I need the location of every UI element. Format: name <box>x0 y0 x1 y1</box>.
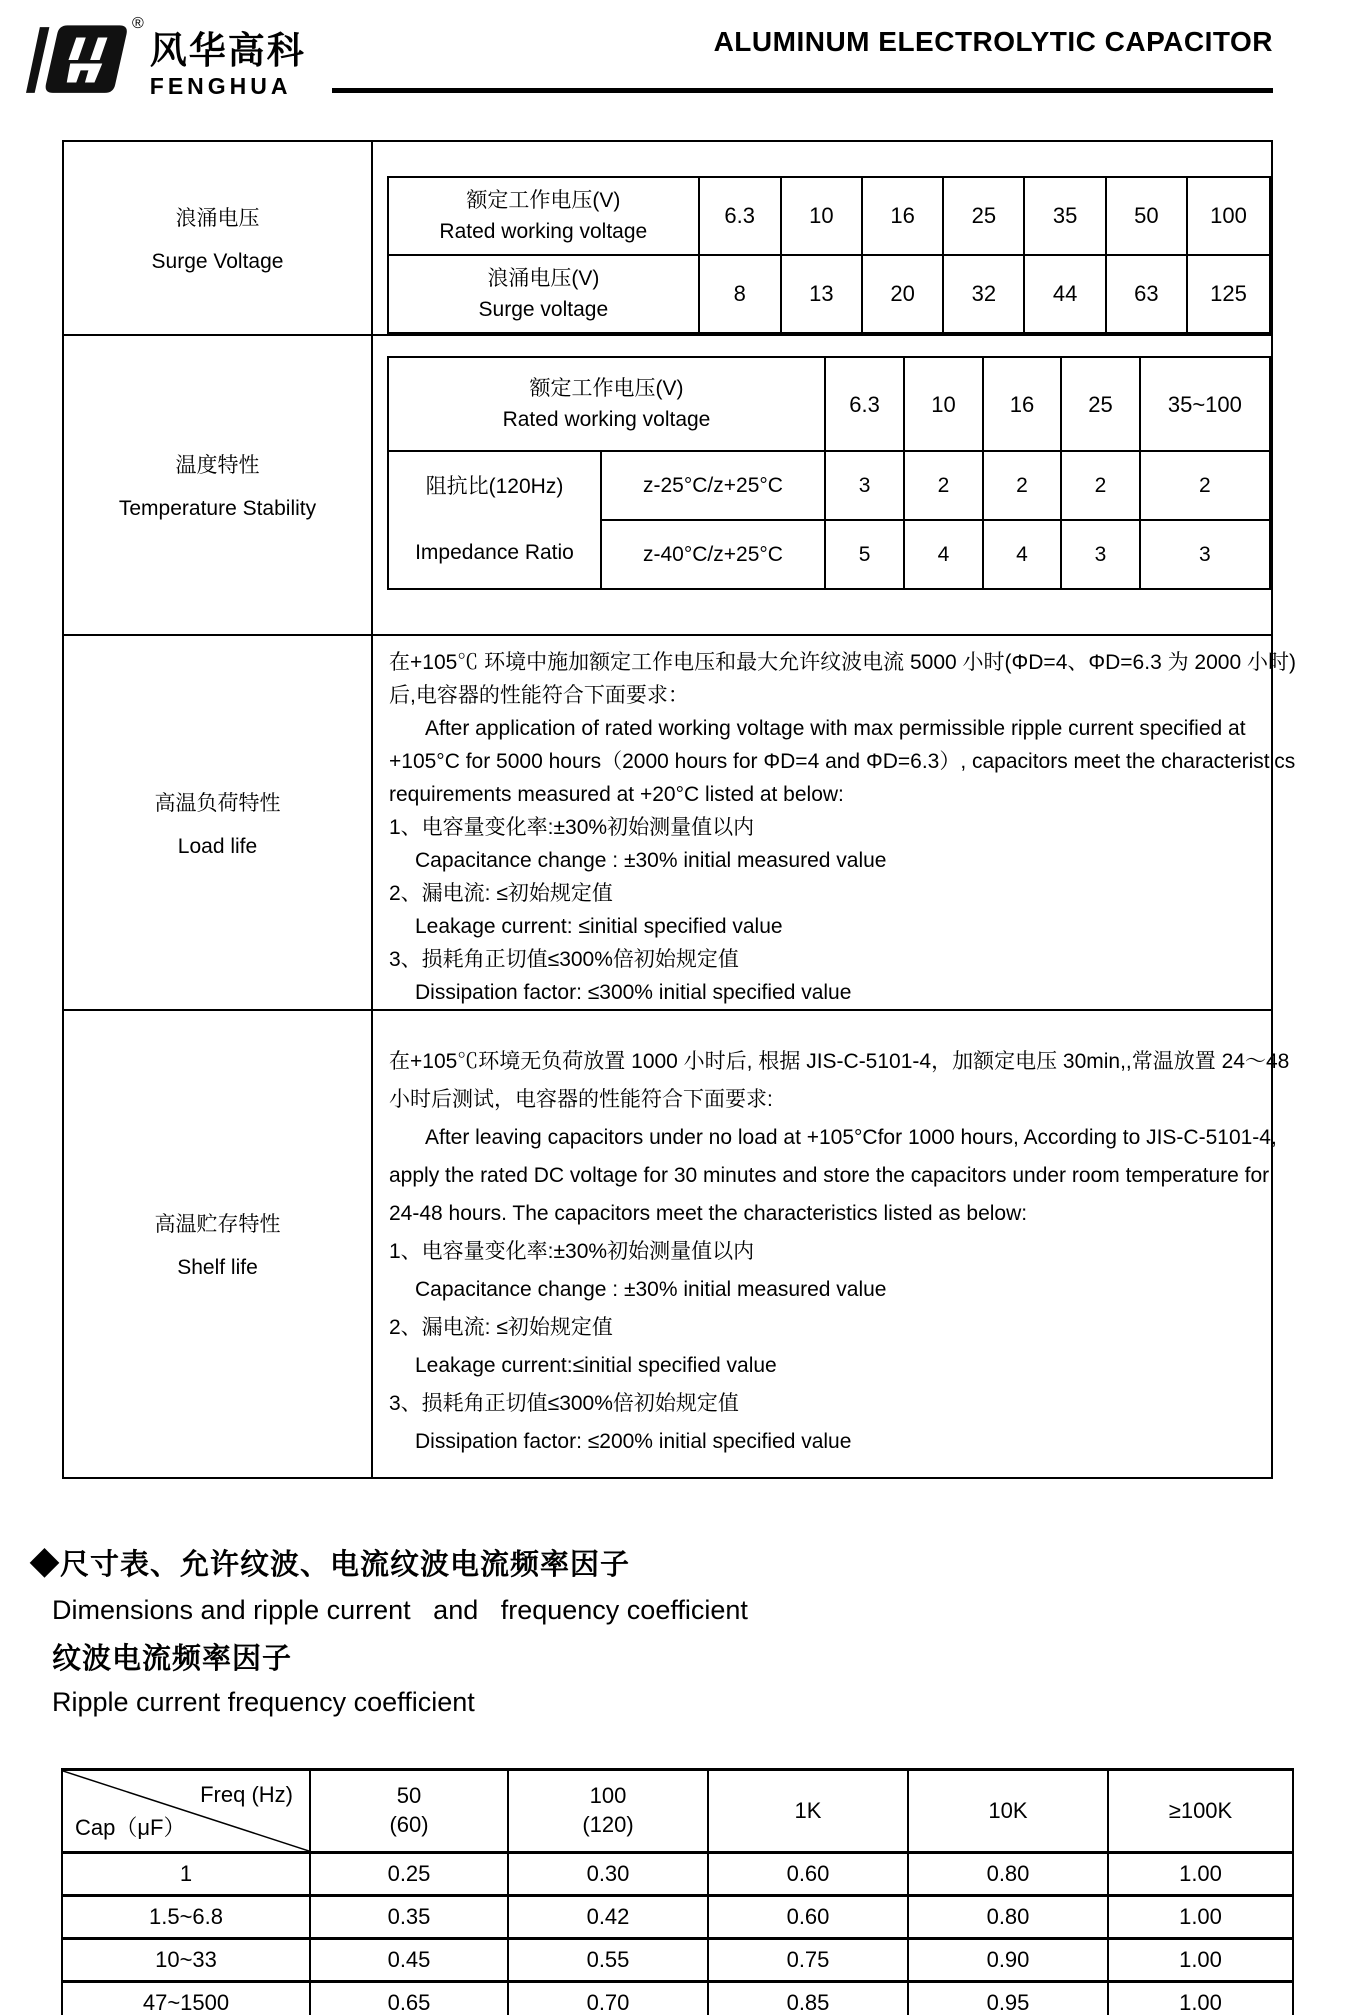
coefficient-cell: 0.25 <box>310 1853 508 1896</box>
impedance-ratio-table <box>387 356 1271 590</box>
freq-header-line: ≥100K <box>1168 1797 1233 1823</box>
freq-header-cell <box>508 1770 708 1853</box>
freq-header-cell <box>310 1770 508 1853</box>
voltage-value-cell: 50 <box>1106 177 1187 255</box>
surge-value-cell: 8 <box>699 255 781 333</box>
cap-range-cell: 1.5~6.8 <box>62 1896 310 1939</box>
coefficient-cell: 0.60 <box>708 1853 908 1896</box>
spec-row-temperature <box>63 335 1272 635</box>
row-label-cjk: 温度特性 <box>175 454 260 477</box>
row-label-cjk: 高温负荷特性 <box>154 791 281 815</box>
load-life-line: Dissipation factor: ≤300% initial specified value <box>415 981 852 1004</box>
coefficient-cell: 0.35 <box>310 1896 508 1939</box>
shelf-life-line: 小时后测试，电容器的性能符合下面要求: <box>389 1088 773 1111</box>
voltage-value-cell: 35~100 <box>1140 357 1270 451</box>
freq-header-cell <box>708 1770 908 1853</box>
load-life-line: Leakage current: ≤initial specified value <box>415 915 783 938</box>
freq-header-cell <box>1108 1770 1293 1853</box>
rated-voltage-header-cell <box>388 177 699 255</box>
load-life-line: +105°C for 5000 hours（2000 hours for ΦD=4 and ΦD=6.3）, capacitors meet the characteristics <box>389 750 1296 773</box>
cap-range-cell: 47~1500 <box>62 1982 310 2015</box>
surge-value-cell: 20 <box>862 255 943 333</box>
load-life-line: requirements measured at +20°C listed at below: <box>389 783 844 806</box>
coefficient-cell: 0.80 <box>908 1853 1108 1896</box>
ripple-heading-en: Ripple current frequency coefficient <box>52 1687 475 1717</box>
load-life-text-cell <box>372 635 1296 1010</box>
shelf-life-line: 在+105℃环境无负荷放置 1000 小时后, 根据 JIS-C-5101-4，加额定电压 30min,,常温放置 24～48 <box>389 1050 1290 1073</box>
load-life-line: 2、漏电流: ≤初始规定值 <box>389 882 613 905</box>
ripple-data-row <box>62 1853 1293 1896</box>
row-label-cell <box>63 635 372 1010</box>
shelf-life-line: Capacitance change : ±30% initial measured value <box>415 1278 887 1301</box>
voltage-value-cell: 16 <box>983 357 1062 451</box>
spec-row-shelf-life <box>63 1010 1272 1478</box>
row-label-cell <box>63 1010 372 1478</box>
load-life-line: Capacitance change : ±30% initial measured value <box>415 849 887 872</box>
shelf-life-line: 2、漏电流: ≤初始规定值 <box>389 1316 613 1339</box>
ratio-value-cell: 5 <box>825 520 904 589</box>
surge-value-cell: 63 <box>1106 255 1187 333</box>
freq-header-cell <box>908 1770 1108 1853</box>
surge-header-row <box>388 177 1270 255</box>
row-label-en: Surge Voltage <box>151 250 284 273</box>
coefficient-cell: 0.45 <box>310 1939 508 1982</box>
ratio-value-cell: 2 <box>1061 451 1140 520</box>
freq-cap-diagonal-cell <box>62 1770 310 1853</box>
coefficient-cell: 0.90 <box>908 1939 1108 1982</box>
header-rule <box>332 88 1273 93</box>
temp-header-row <box>388 357 1270 451</box>
load-life-line: After application of rated working voltage with max permissible ripple current specified at <box>425 717 1246 740</box>
cap-range-cell: 10~33 <box>62 1939 310 1982</box>
ratio-value-cell: 3 <box>1140 520 1270 589</box>
cap-axis-label: Cap（μF） <box>75 1815 186 1841</box>
surge-value-cell: 125 <box>1187 255 1270 333</box>
fenghua-logo-icon <box>26 16 130 104</box>
rated-voltage-header-cell <box>388 357 825 451</box>
load-life-line: 3、损耗角正切值≤300%倍初始规定值 <box>389 948 739 971</box>
row-label-cell <box>63 141 372 335</box>
surge-voltage-header-cell <box>388 255 699 333</box>
row-label-cjk: 高温贮存特性 <box>154 1213 281 1236</box>
shelf-life-line: apply the rated DC voltage for 30 minutes and store the capacitors under room temperature for <box>389 1164 1270 1187</box>
ratio-value-cell: 3 <box>825 451 904 520</box>
coefficient-cell: 0.42 <box>508 1896 708 1939</box>
page-title: ALUMINUM ELECTROLYTIC CAPACITOR <box>713 26 1273 57</box>
ripple-data-row <box>62 1939 1293 1982</box>
surge-value-cell: 32 <box>943 255 1024 333</box>
voltage-value-cell: 25 <box>1061 357 1140 451</box>
row-label-cell <box>63 335 372 635</box>
coefficient-cell: 1.00 <box>1108 1853 1293 1896</box>
voltage-value-cell: 16 <box>862 177 943 255</box>
ratio-value-cell: 4 <box>904 520 983 589</box>
row-label-en: Load life <box>177 834 258 858</box>
ratio-value-cell: 4 <box>983 520 1062 589</box>
condition-cell: z-25°C/z+25°C <box>601 451 825 520</box>
freq-header-line: 50 <box>396 1783 422 1809</box>
coefficient-cell: 1.00 <box>1108 1982 1293 2015</box>
logo-texts <box>150 32 306 100</box>
surge-voltage-table <box>387 176 1271 334</box>
impedance-en: Impedance Ratio <box>415 541 574 564</box>
condition-cell: z-40°C/z+25°C <box>601 520 825 589</box>
fenghua-logo <box>26 16 306 104</box>
spec-surge-content-cell <box>372 141 1272 335</box>
freq-axis-label: Freq (Hz) <box>200 1782 293 1807</box>
coefficient-cell: 0.70 <box>508 1982 708 2015</box>
voltage-value-cell: 6.3 <box>699 177 781 255</box>
impedance-ratio-label-cell <box>388 451 601 589</box>
voltage-value-cell: 25 <box>943 177 1024 255</box>
ripple-data-row <box>62 1896 1293 1939</box>
ratio-value-cell: 3 <box>1061 520 1140 589</box>
shelf-life-line: Leakage current:≤initial specified value <box>415 1354 777 1377</box>
load-life-line: 后,电容器的性能符合下面要求： <box>389 684 689 707</box>
logo-latin-text: FENGHUA <box>149 72 292 99</box>
ripple-header-row <box>62 1770 1293 1853</box>
header-cjk: 浪涌电压(V) <box>487 266 600 290</box>
header-en: Surge voltage <box>478 298 609 321</box>
spec-row-surge <box>63 141 1272 335</box>
coefficient-cell: 0.75 <box>708 1939 908 1982</box>
surge-value-cell: 44 <box>1024 255 1105 333</box>
header-cjk: 额定工作电压(V) <box>466 188 621 212</box>
dimensions-heading-cjk: ◆尺寸表、允许纹波、电流纹波电流频率因子 <box>30 1549 631 1581</box>
ratio-row-25 <box>388 451 1270 520</box>
freq-header-line: (60) <box>389 1812 429 1837</box>
coefficient-cell: 0.85 <box>708 1982 908 2015</box>
voltage-value-cell: 35 <box>1024 177 1105 255</box>
voltage-value-cell: 10 <box>904 357 983 451</box>
ripple-heading-cjk: 纹波电流频率因子 <box>52 1643 293 1675</box>
voltage-value-cell: 6.3 <box>825 357 904 451</box>
header-en: Rated working voltage <box>502 408 711 431</box>
coefficient-cell: 0.60 <box>708 1896 908 1939</box>
coefficient-cell: 0.95 <box>908 1982 1108 2015</box>
row-label-en: Shelf life <box>177 1256 258 1279</box>
coefficient-cell: 0.65 <box>310 1982 508 2015</box>
coefficient-cell: 0.30 <box>508 1853 708 1896</box>
load-life-line: 在+105℃ 环境中施加额定工作电压和最大允许纹波电流 5000 小时(ΦD=4、ΦD=6.3 为 2000 小时) <box>389 651 1296 674</box>
coefficient-cell: 1.00 <box>1108 1939 1293 1982</box>
load-life-line: 1、电容量变化率:±30%初始测量值以内 <box>389 816 755 839</box>
surge-value-row <box>388 255 1270 333</box>
ratio-value-cell: 2 <box>1140 451 1270 520</box>
freq-header-line: 10K <box>988 1797 1028 1823</box>
logo-cjk-text: 风华高科 <box>149 30 306 71</box>
freq-header-line: (120) <box>582 1812 634 1837</box>
freq-header-line: 100 <box>589 1783 627 1809</box>
impedance-cjk: 阻抗比(120Hz) <box>425 475 564 498</box>
ripple-frequency-table <box>61 1768 1294 2015</box>
dimensions-section-heading <box>30 1542 748 1718</box>
row-label-en: Temperature Stability <box>118 497 317 520</box>
ripple-data-row <box>62 1982 1293 2015</box>
freq-header-line: 1K <box>794 1797 822 1823</box>
registered-mark: ® <box>132 15 144 32</box>
header-cjk: 额定工作电压(V) <box>529 376 684 400</box>
spec-temperature-content-cell <box>372 335 1272 635</box>
ratio-value-cell: 2 <box>983 451 1062 520</box>
shelf-life-line: After leaving capacitors under no load at +105°Cfor 1000 hours, According to JIS-C-5101-4, <box>425 1126 1277 1149</box>
shelf-life-line: 1、电容量变化率:±30%初始测量值以内 <box>389 1240 755 1263</box>
spec-table <box>62 140 1296 1479</box>
coefficient-cell: 0.80 <box>908 1896 1108 1939</box>
shelf-life-text-cell <box>372 1010 1290 1478</box>
shelf-life-line: 24-48 hours. The capacitors meet the characteristics listed as below: <box>389 1202 1028 1225</box>
shelf-life-line: 3、损耗角正切值≤300%倍初始规定值 <box>389 1392 739 1415</box>
ratio-value-cell: 2 <box>904 451 983 520</box>
spec-row-load-life <box>63 635 1272 1010</box>
dimensions-heading-en: Dimensions and ripple current and frequency coefficient <box>52 1595 748 1625</box>
cap-range-cell: 1 <box>62 1853 310 1896</box>
shelf-life-line: Dissipation factor: ≤200% initial specified value <box>415 1430 852 1453</box>
voltage-value-cell: 100 <box>1187 177 1270 255</box>
header-en: Rated working voltage <box>439 220 648 243</box>
surge-value-cell: 13 <box>781 255 862 333</box>
coefficient-cell: 1.00 <box>1108 1896 1293 1939</box>
voltage-value-cell: 10 <box>781 177 862 255</box>
coefficient-cell: 0.55 <box>508 1939 708 1982</box>
row-label-cjk: 浪涌电压 <box>175 207 260 230</box>
